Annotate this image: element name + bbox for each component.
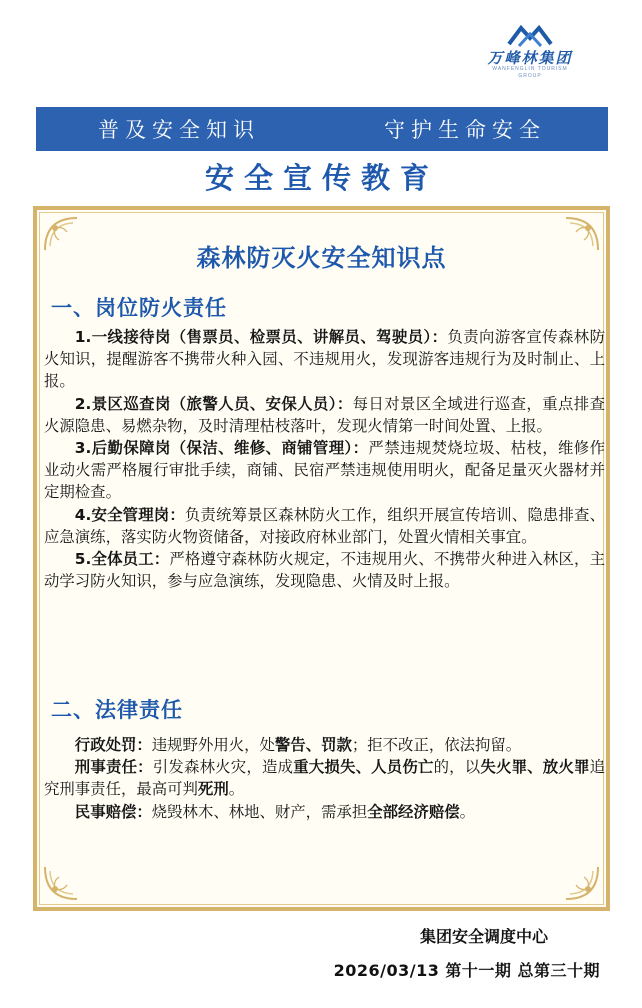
list-item: 4.安全管理岗：负责统筹景区森林防火工作，组织开展宣传培训、隐患排查、应急演练，落实防火物资储备，对接政府林业部门，处置火情相关事宜。 (44, 505, 605, 546)
main-title: 森林防灭火安全知识点 (196, 244, 447, 272)
list-item: 2.景区巡查岗（旅警人员、安保人员）：每日对景区全域进行巡查，重点排查火源隐患、易燃杂物，及时清理枯枝落叶，发现火情第一时间处置、上报。 (44, 394, 605, 435)
list-item: 1.一线接待岗（售票员、检票员、讲解员、驾驶员）：负责向游客宣传森林防火知识，提醒游客不携带火种入园、不违规用火，发现游客违规行为及时制止、上报。 (44, 328, 605, 391)
criminal-liability: 刑事责任：引发森林火灾，造成重大损失、人员伤亡的，以失火罪、放火罪追究刑事责任，最高可判死刑。 (44, 758, 605, 799)
issuing-organization: 集团安全调度中心 (419, 927, 548, 946)
corner-ornament-icon (564, 865, 600, 901)
corner-ornament-icon (43, 865, 79, 901)
section-title: 安全宣传教育 (204, 161, 439, 195)
slogan-left: 普及安全知识 (98, 118, 260, 142)
content-frame (33, 206, 610, 911)
brand-logo (480, 22, 580, 79)
issue-date: 2026/03/13 第十一期 总第三十期 (333, 961, 600, 980)
part2-content (44, 734, 605, 823)
part1-content (44, 326, 605, 592)
brand-name: 万峰林集团 (487, 49, 573, 67)
mountain-logo-icon (507, 22, 553, 50)
slogan-right: 守护生命安全 (384, 118, 546, 142)
civil-compensation: 民事赔偿：烧毁林木、林地、财产，需承担全部经济赔偿。 (74, 802, 476, 821)
admin-penalty: 行政处罚：违规野外用火，处警告、罚款；拒不改正，依法拘留。 (74, 736, 522, 754)
brand-subtitle: WANFENGLIN TOURISM GROUP (492, 66, 568, 79)
part1-heading: 一、岗位防火责任 (51, 296, 227, 320)
slogan-banner (36, 107, 608, 151)
part2-heading: 二、法律责任 (51, 698, 183, 722)
list-item: 3.后勤保障岗（保洁、维修、商铺管理）：严禁违规焚烧垃圾、枯枝，维修作业动火需严格履行审批手续，商铺、民宿严禁违规使用明火，配备足量灭火器材并定期检查。 (44, 439, 605, 502)
list-item: 5.全体员工：严格遵守森林防火规定，不违规用火、不携带火种进入林区，主动学习防火知识，参与应急演练，发现隐患、火情及时上报。 (44, 550, 605, 591)
